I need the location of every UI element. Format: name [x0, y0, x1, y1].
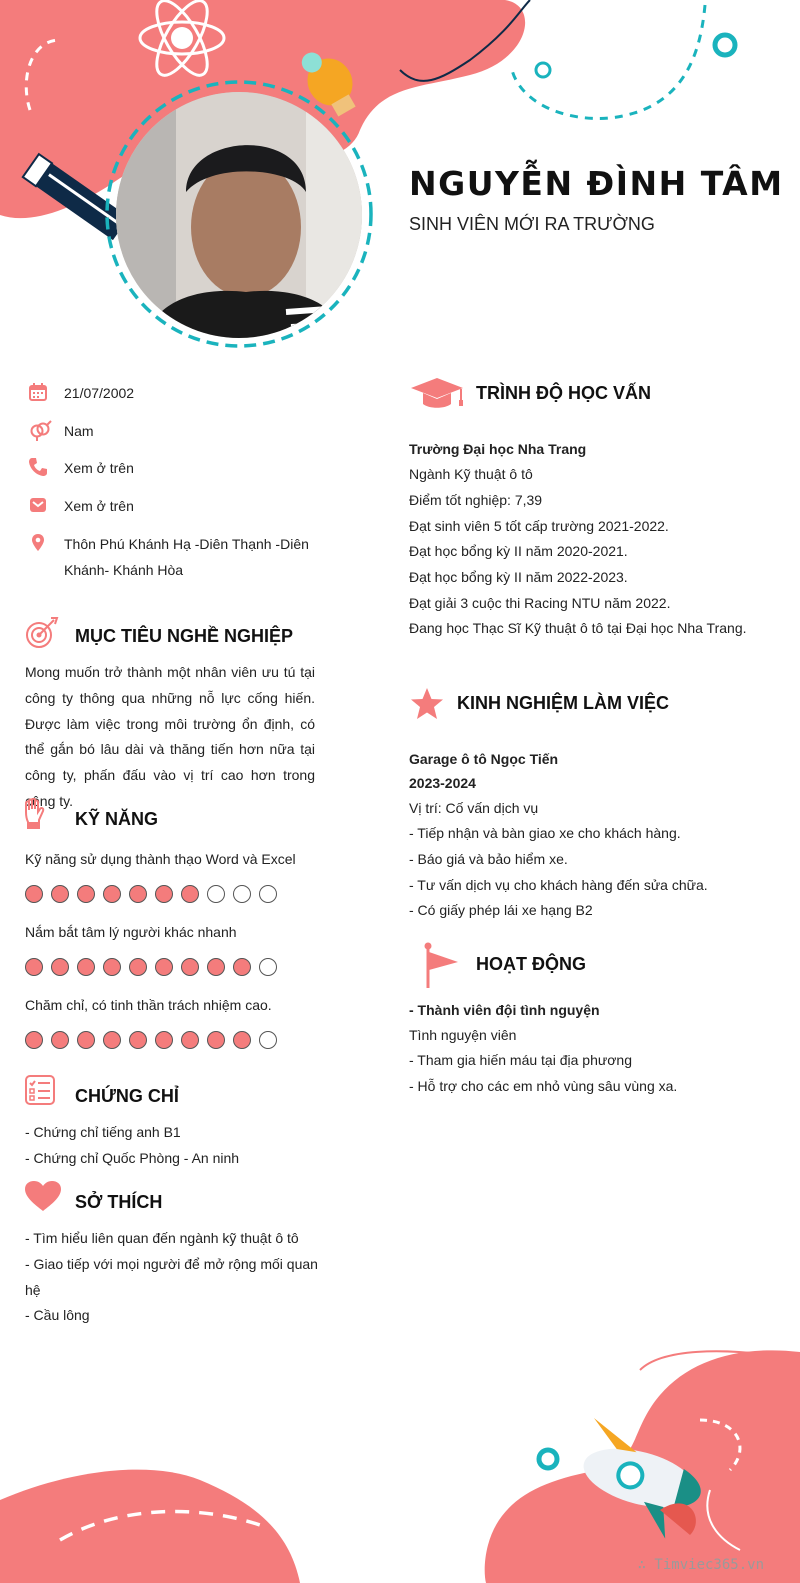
flag-icon	[418, 942, 462, 990]
address-row	[28, 531, 328, 583]
objective-text: Mong muốn trở thành một nhân viên ưu tú tại công ty thông qua những nỗ lực cống hiến. Được làm việc trong môi trường ổn định, có thể gắn bó lâu dài và thăng tiến hơn nữa tại công ty, phấn đấu vào vị trí cao hơn trong công ty.	[25, 664, 315, 809]
rating-dot-filled	[25, 958, 43, 976]
rating-dot-filled	[233, 1031, 251, 1049]
gender-row	[28, 418, 328, 444]
skill-rating	[25, 885, 277, 903]
education-line: Ngành Kỹ thuật ô tô	[409, 466, 533, 482]
avatar	[116, 92, 362, 338]
phone-row	[28, 455, 328, 481]
skill-label: Chăm chỉ, có tinh thần trách nhiệm cao.	[25, 997, 272, 1013]
calendar-icon	[28, 382, 50, 404]
activity-line: Tình nguyện viên	[409, 1027, 517, 1043]
rating-dot-filled	[129, 1031, 147, 1049]
checklist-icon	[24, 1074, 56, 1106]
rating-dot-filled	[181, 885, 199, 903]
work-period: 2023-2024	[409, 775, 476, 791]
birthday-row	[28, 380, 328, 406]
certificates-title: CHỨNG CHỈ	[75, 1086, 179, 1106]
activity-line: - Hỗ trợ cho các em nhỏ vùng sâu vùng xa.	[409, 1078, 678, 1094]
rating-dot-filled	[77, 958, 95, 976]
experience-line: - Có giấy phép lái xe hạng B2	[409, 902, 593, 918]
certificate-item: - Chứng chỉ Quốc Phòng - An ninh	[25, 1150, 240, 1166]
rating-dot-filled	[233, 958, 251, 976]
watermark: ∴ Timviec365.vn	[637, 1557, 764, 1573]
phone-value[interactable]: Xem ở trên	[64, 460, 134, 476]
rating-dot-filled	[207, 958, 225, 976]
hobby-item: - Tìm hiểu liên quan đến ngành kỹ thuật ô tô	[25, 1230, 299, 1246]
experience-line: - Báo giá và bảo hiểm xe.	[409, 851, 568, 867]
graduation-cap-icon	[409, 376, 465, 412]
rating-dot-filled	[25, 885, 43, 903]
rating-dot-filled	[51, 1031, 69, 1049]
rating-dot-filled	[155, 885, 173, 903]
experience-line: - Tiếp nhận và bàn giao xe cho khách hàng.	[409, 825, 681, 841]
skill-rating	[25, 958, 277, 976]
rating-dot-filled	[129, 958, 147, 976]
school-name: Trường Đại học Nha Trang	[409, 441, 587, 457]
skills-title: KỸ NĂNG	[75, 809, 159, 829]
rating-dot-filled	[51, 885, 69, 903]
phone-icon	[28, 457, 50, 479]
activities-title: HOẠT ĐỘNG	[476, 954, 586, 974]
education-title: TRÌNH ĐỘ HỌC VẤN	[476, 383, 651, 403]
rating-dot-filled	[51, 958, 69, 976]
rating-dot-filled	[25, 1031, 43, 1049]
hobby-item: - Cầu lông	[25, 1307, 90, 1323]
rating-dot-filled	[207, 1031, 225, 1049]
hobby-item: - Giao tiếp với mọi người để mở rộng mối quan hệ	[25, 1256, 318, 1298]
star-icon	[409, 686, 445, 722]
company-name: Garage ô tô Ngọc Tiến	[409, 751, 559, 767]
rating-dot-filled	[129, 885, 147, 903]
target-icon	[24, 615, 64, 651]
education-line: Điểm tốt nghiệp: 7,39	[409, 492, 543, 508]
rating-dot-empty	[259, 1031, 277, 1049]
rating-dot-empty	[259, 885, 277, 903]
experience-line: Vị trí: Cố vấn dịch vụ	[409, 800, 539, 816]
rating-dot-empty	[207, 885, 225, 903]
experience-title: KINH NGHIỆM LÀM VIỆC	[457, 693, 670, 713]
objective-title: MỤC TIÊU NGHỀ NGHIỆP	[75, 626, 294, 646]
education-line: Đạt học bổng kỳ II năm 2022-2023.	[409, 569, 628, 585]
hobbies-title: SỞ THÍCH	[75, 1192, 163, 1212]
candidate-name: NGUYỄN ĐÌNH TÂM	[409, 164, 784, 203]
skill-label: Nắm bắt tâm lý người khác nhanh	[25, 924, 237, 940]
rating-dot-empty	[233, 885, 251, 903]
activity-line: - Tham gia hiến máu tại địa phương	[409, 1052, 632, 1068]
education-line: Đạt sinh viên 5 tốt cấp trường 2021-2022.	[409, 518, 669, 534]
rating-dot-filled	[77, 885, 95, 903]
rating-dot-filled	[77, 1031, 95, 1049]
job-title: SINH VIÊN MỚI RA TRƯỜNG	[409, 214, 655, 234]
email-row	[28, 493, 328, 519]
gender-icon	[28, 420, 50, 442]
certificate-item: - Chứng chỉ tiếng anh B1	[25, 1124, 181, 1140]
experience-line: - Tư vấn dịch vụ cho khách hàng đến sửa chữa.	[409, 877, 708, 893]
email-value[interactable]: Xem ở trên	[64, 498, 134, 514]
rating-dot-filled	[155, 958, 173, 976]
rating-dot-filled	[103, 885, 121, 903]
rating-dot-filled	[181, 1031, 199, 1049]
rating-dot-filled	[181, 958, 199, 976]
heart-icon	[24, 1180, 62, 1214]
birthday-value: 21/07/2002	[64, 385, 135, 401]
address-value: Thôn Phú Khánh Hạ -Diên Thạnh -Diên Khánh- Khánh Hòa	[64, 536, 309, 578]
skill-label: Kỹ năng sử dụng thành thạo Word và Excel	[25, 851, 296, 867]
rating-dot-empty	[259, 958, 277, 976]
location-pin-icon	[28, 533, 50, 555]
gender-value: Nam	[64, 423, 94, 439]
email-icon	[28, 495, 50, 517]
rating-dot-filled	[103, 1031, 121, 1049]
education-line: Đạt học bổng kỳ II năm 2020-2021.	[409, 543, 628, 559]
rating-dot-filled	[103, 958, 121, 976]
hand-icon	[22, 798, 50, 832]
activity-heading: - Thành viên đội tình nguyện	[409, 1002, 600, 1018]
education-line: Đang học Thạc Sĩ Kỹ thuật ô tô tại Đại học Nha Trang.	[409, 620, 747, 636]
education-line: Đạt giải 3 cuộc thi Racing NTU năm 2022.	[409, 595, 671, 611]
rating-dot-filled	[155, 1031, 173, 1049]
skill-rating	[25, 1031, 277, 1049]
